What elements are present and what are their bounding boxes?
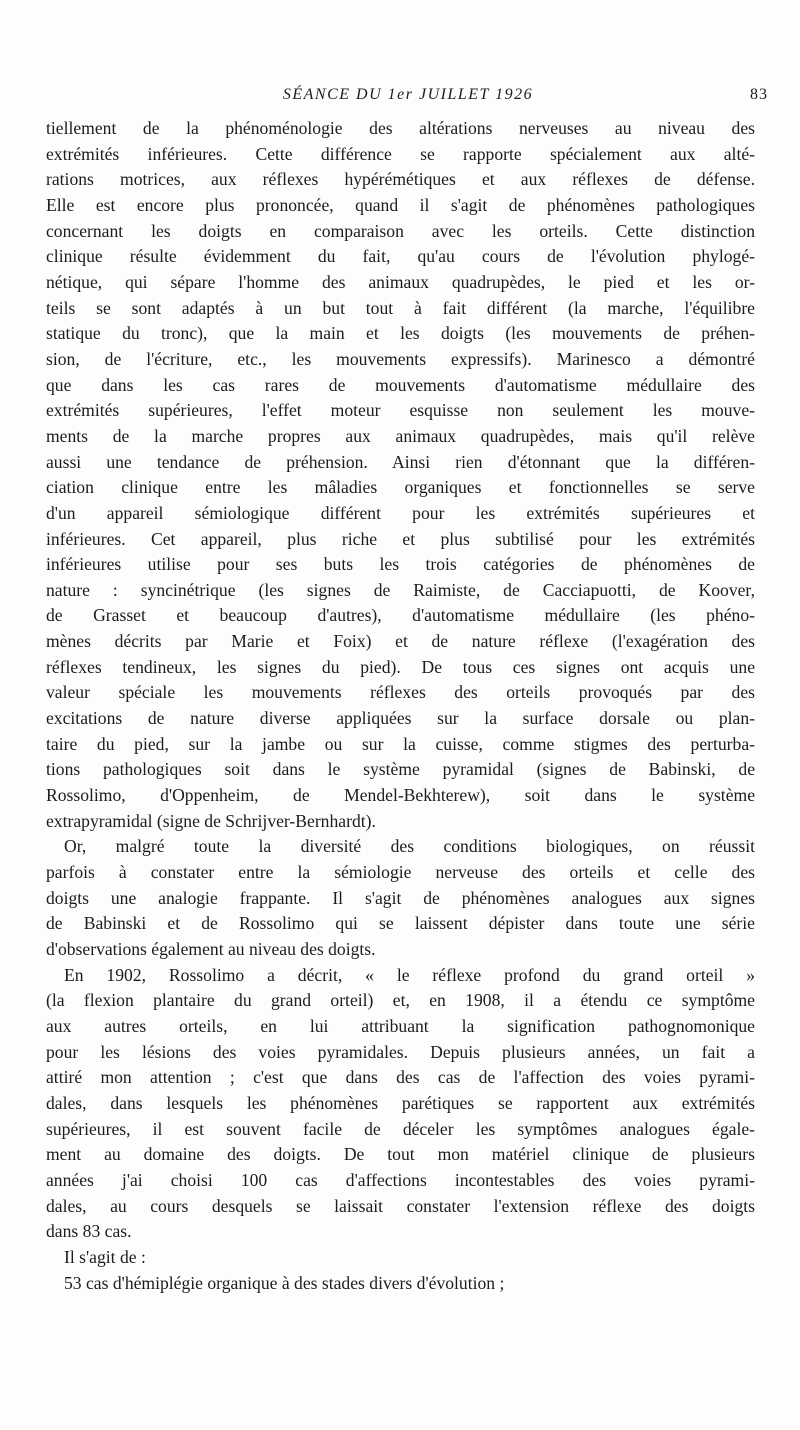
text-line: dales, dans lesquels les phénomènes parétiques se rapportent aux extrémités [46,1092,755,1113]
text-line: taire du pied, sur la jambe ou sur la cuisse, comme stigmes des perturba- [46,733,755,754]
text-line: ments de la marche propres aux animaux quadrupèdes, mais qu'il relève [46,425,755,446]
text-line: Or, malgré toute la diversité des conditions biologiques, on réussit [64,836,755,857]
text-line: clinique résulte évidemment du fait, qu'au cours de l'évolution phylogé- [46,246,755,267]
text-line: doigts une analogie frappante. Il s'agit de phénomènes analogues aux signes [46,887,755,908]
text-line: ciation clinique entre les mâladies organiques et fonctionnelles se serve [46,477,755,498]
text-line: rations motrices, aux réflexes hypérémétiques et aux réflexes de défense. [46,169,755,190]
text-line: supérieures, il est souvent facile de déceler les symptômes analogues égale- [46,1118,755,1139]
body-text [46,116,755,1296]
text-line: inférieures utilise pour ses buts les trois catégories de phénomènes de [46,554,755,575]
text-line: tions pathologiques soit dans le système pyramidal (signes de Babinski, de [46,759,755,780]
text-line: (la flexion plantaire du grand orteil) et, en 1908, il a étendu ce symptôme [46,990,755,1011]
text-line: valeur spéciale les mouvements réflexes des orteils provoqués par des [46,682,755,703]
text-line: Elle est encore plus prononcée, quand il s'agit de phénomènes pathologiques [46,194,755,215]
text-line: de Grasset et beaucoup d'autres), d'automatisme médullaire (les phéno- [46,605,755,626]
text-line: attiré mon attention ; c'est que dans des cas de l'affection des voies pyrami- [46,1067,755,1088]
text-line: pour les lésions des voies pyramidales. Depuis plusieurs années, un fait a [46,1041,755,1062]
text-line: aussi une tendance de préhension. Ainsi rien d'étonnant que la différen- [46,451,755,472]
page-number: 83 [750,86,768,103]
text-line: mènes décrits par Marie et Foix) et de nature réflexe (l'exagération des [46,631,755,652]
running-head [48,86,768,110]
text-line: nature : syncinétrique (les signes de Raimiste, de Cacciapuotti, de Koover, [46,579,755,600]
text-line: sion, de l'écriture, etc., les mouvements expressifs). Marinesco a démontré [46,348,755,369]
text-line: dales, au cours desquels se laissait constater l'extension réflexe des doigts [46,1195,755,1216]
text-line: aux autres orteils, en lui attribuant la signification pathognomonique [46,1015,755,1036]
text-line: extrémités supérieures, l'effet moteur esquisse non seulement les mouve- [46,400,755,421]
text-line: statique du tronc), que la main et les doigts (les mouvements de préhen- [46,323,755,344]
text-line: que dans les cas rares de mouvements d'automatisme médullaire des [46,374,755,395]
text-line: tiellement de la phénoménologie des altérations nerveuses au niveau des [46,118,755,138]
text-line: En 1902, Rossolimo a décrit, « le réflexe profond du grand orteil » [64,964,755,985]
text-line: années j'ai choisi 100 cas d'affections incontestables des voies pyrami- [46,1169,755,1190]
text-line: nétique, qui sépare l'homme des animaux quadrupèdes, le pied et les or- [46,271,755,292]
text-line: extrémités inférieures. Cette différence se rapporte spécialement aux alté- [46,143,755,164]
text-line: de Babinski et de Rossolimo qui se laissent dépister dans toute une série [46,913,755,934]
text-line: Rossolimo, d'Oppenheim, de Mendel-Bekhterew), soit dans le système [46,785,755,806]
text-line: teils se sont adaptés à un but tout à fait différent (la marche, l'équilibre [46,297,755,318]
text-line: extrapyramidal (signe de Schrijver-Bernhardt). [46,810,376,831]
text-line: d'observations également au niveau des doigts. [46,939,376,959]
text-line: réflexes tendineux, les signes du pied). De tous ces signes ont acquis une [46,656,755,677]
running-head-title: SÉANCE DU 1er JUILLET 1926 [282,86,534,103]
text-line: parfois à constater entre la sémiologie nerveuse des orteils et celle des [46,862,755,883]
text-line: ment au domaine des doigts. De tout mon matériel clinique de plusieurs [46,1144,755,1165]
text-line: excitations de nature diverse appliquées sur la surface dorsale ou plan- [46,708,755,729]
text-line: dans 83 cas. [46,1221,132,1242]
text-line: d'un appareil sémiologique différent pour les extrémités supérieures et [46,502,755,523]
text-line: inférieures. Cet appareil, plus riche et plus subtilisé pour les extrémités [46,528,755,549]
text-line: Il s'agit de : [64,1246,146,1267]
text-line: 53 cas d'hémiplégie organique à des stades divers d'évolution ; [64,1272,505,1293]
text-line: concernant les doigts en comparaison avec les orteils. Cette distinction [46,220,755,241]
